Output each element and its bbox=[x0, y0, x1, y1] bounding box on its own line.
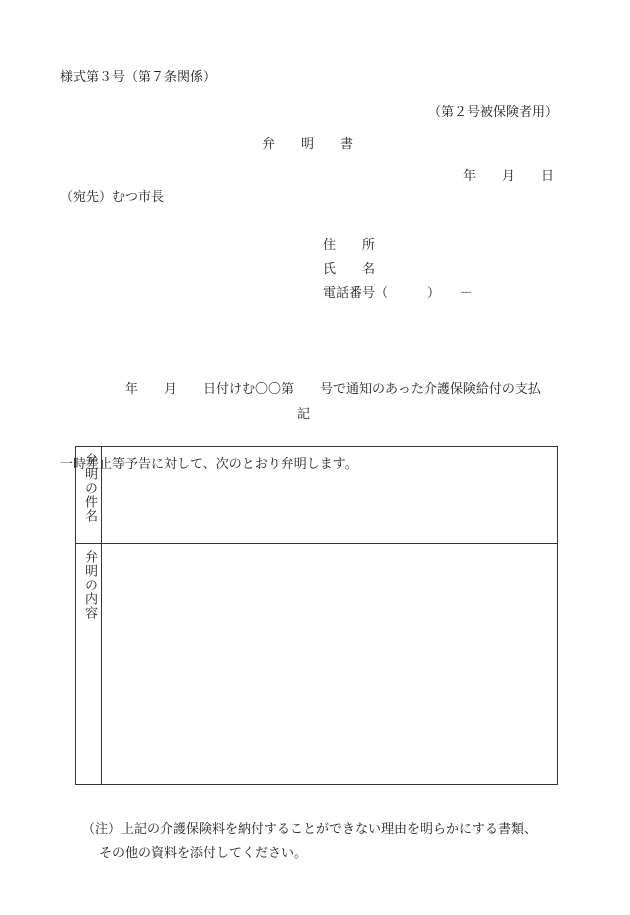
note-block bbox=[82, 818, 537, 866]
subject-label: 弁明の件名 bbox=[82, 453, 97, 523]
insured-type-label: （第２号被保険者用） bbox=[428, 105, 559, 120]
addressee: （宛先）むつ市長 bbox=[60, 190, 165, 205]
body-line-1: 年 月 日付けむ〇〇第 号で通知のあった介護保険給付の支払 bbox=[60, 382, 541, 397]
content-label: 弁明の内容 bbox=[82, 550, 97, 620]
address-label: 住 所 bbox=[323, 238, 376, 253]
table-row-content bbox=[76, 544, 557, 784]
subject-label-cell bbox=[76, 447, 102, 543]
table-row-subject bbox=[76, 447, 557, 544]
explanation-table bbox=[75, 446, 558, 785]
document-title: 弁 明 書 bbox=[262, 137, 354, 152]
phone-label: 電話番号（ ） － bbox=[323, 286, 473, 301]
name-label: 氏 名 bbox=[323, 262, 376, 277]
content-label-cell bbox=[76, 544, 102, 784]
form-number-heading: 様式第３号（第７条関係） bbox=[60, 70, 217, 85]
note-line-1: （注）上記の介護保険料を納付することができない理由を明らかにする書類、 bbox=[82, 822, 538, 837]
ki-heading: 記 bbox=[297, 407, 311, 422]
content-value-field[interactable] bbox=[102, 544, 557, 784]
subject-value-field[interactable] bbox=[102, 447, 557, 543]
date-line: 年 月 日 bbox=[463, 169, 555, 184]
body-line-2: 一時差止等予告に対して、次のとおり弁明します。 bbox=[60, 457, 358, 472]
note-line-2: その他の資料を添付してください。 bbox=[99, 846, 308, 861]
applicant-info-block bbox=[323, 234, 473, 306]
